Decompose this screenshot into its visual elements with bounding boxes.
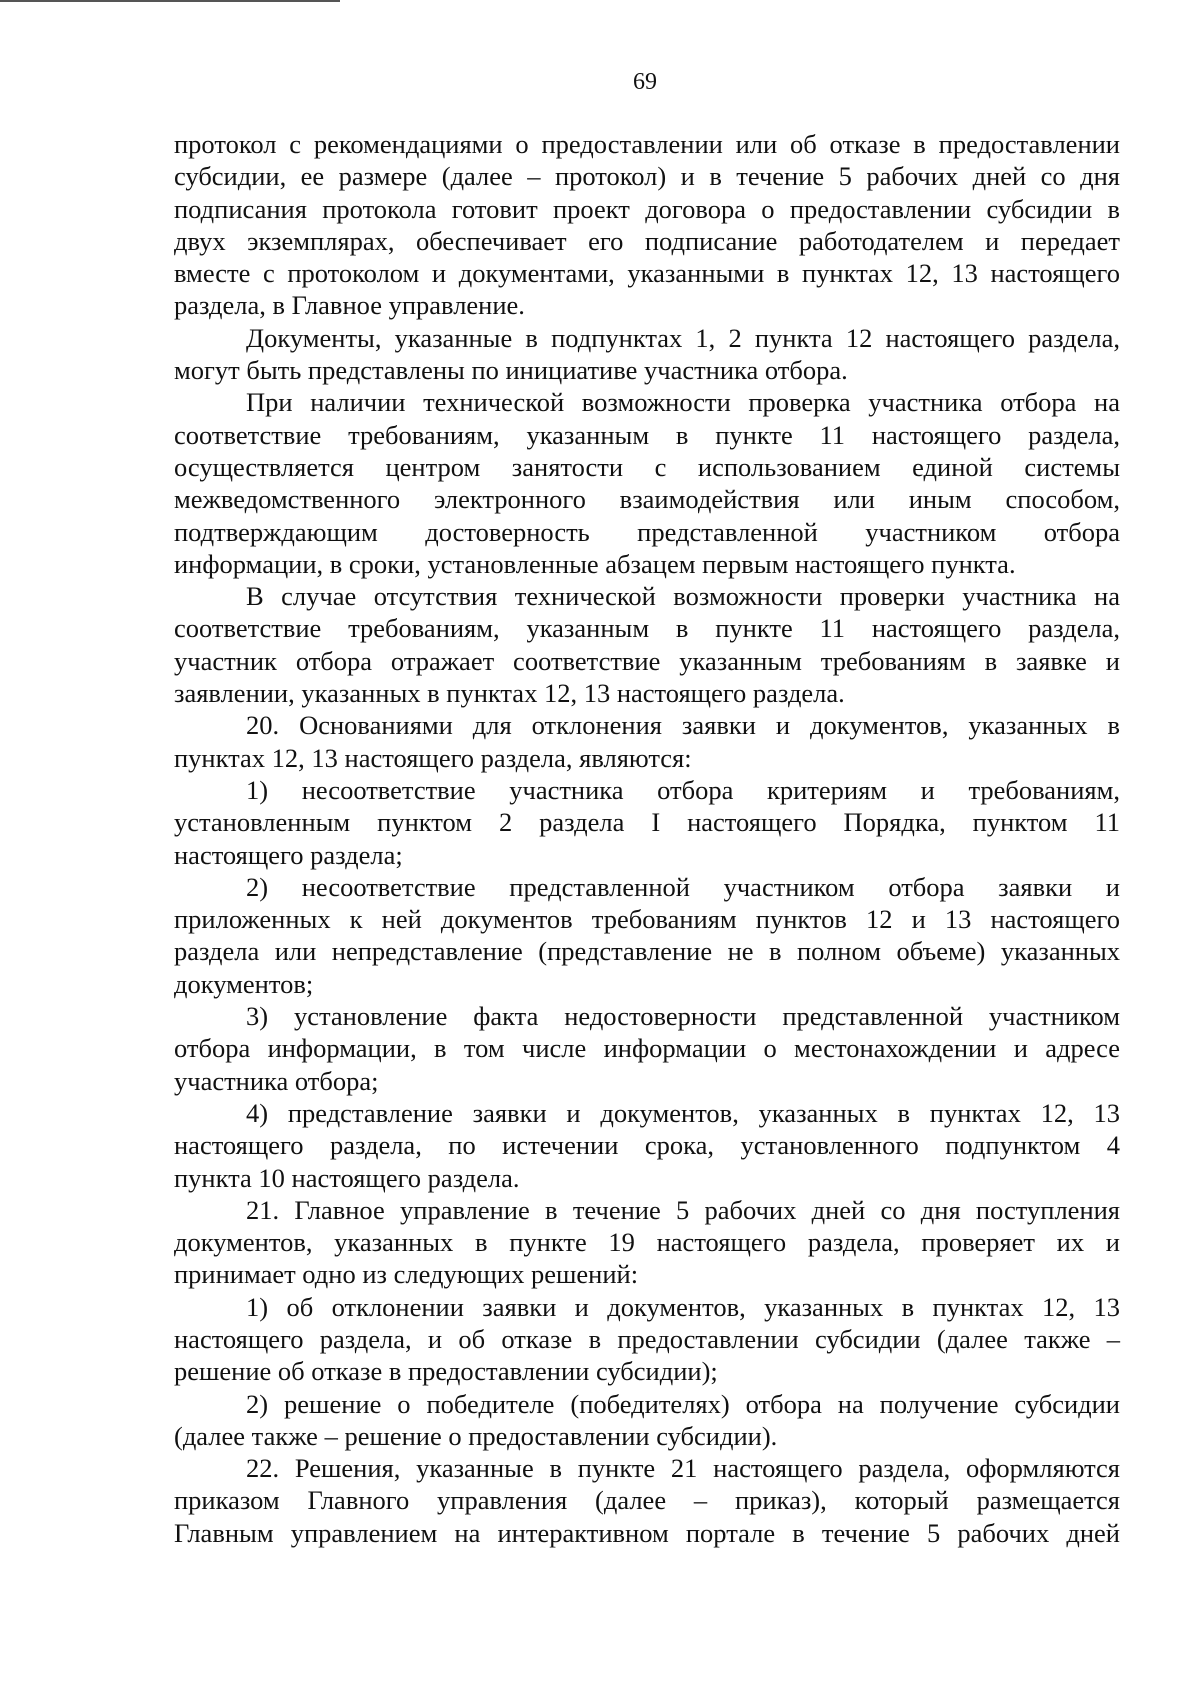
- text-line: участника отбора;: [174, 1065, 379, 1096]
- text-line: настоящего раздела, и об отказе в предоставлении субсидии (далее также –: [174, 1323, 1120, 1354]
- text-line: 1) несоответствие участника отбора критериям и требованиям,: [246, 774, 1120, 805]
- paragraph: [174, 322, 1120, 387]
- paragraph: [174, 580, 1120, 709]
- paragraph: [174, 871, 1120, 1000]
- text-line: 4) представление заявки и документов, указанных в пунктах 12, 13: [246, 1097, 1120, 1128]
- text-line: приказом Главного управления (далее – приказ), который размещается: [174, 1485, 1120, 1516]
- text-line: документов;: [174, 968, 314, 999]
- text-line: участник отбора отражает соответствие указанным требованиям в заявке и: [174, 645, 1120, 676]
- text-line: установленным пунктом 2 раздела I настоящего Порядка, пунктом 11: [174, 807, 1120, 838]
- paragraph: [174, 1291, 1120, 1388]
- text-line: Документы, указанные в подпунктах 1, 2 пункта 12 настоящего раздела,: [246, 322, 1120, 353]
- text-line: заявлении, указанных в пунктах 12, 13 настоящего раздела.: [174, 678, 845, 709]
- text-line: субсидии, ее размере (далее – протокол) и в течение 5 рабочих дней со дня: [174, 161, 1120, 192]
- text-line: (далее также – решение о предоставлении субсидии).: [174, 1420, 778, 1451]
- text-line: В случае отсутствия технической возможности проверки участника на: [246, 581, 1120, 612]
- text-line: подтверждающим достоверность представленной участником отбора: [174, 516, 1120, 547]
- text-line: вместе с протоколом и документами, указанными в пунктах 12, 13 настоящего: [174, 258, 1120, 289]
- text-line: принимает одно из следующих решений:: [174, 1259, 639, 1290]
- text-line: 1) об отклонении заявки и документов, указанных в пунктах 12, 13: [246, 1291, 1120, 1322]
- text-line: настоящего раздела, по истечении срока, установленного подпунктом 4: [174, 1130, 1120, 1161]
- paragraph: [174, 1097, 1120, 1194]
- text-line: 2) решение о победителе (победителях) отбора на получение субсидии: [246, 1388, 1120, 1419]
- text-line: раздела или непредставление (представление не в полном объеме) указанных: [174, 936, 1120, 967]
- text-line: раздела, в Главное управление.: [174, 290, 525, 321]
- paragraph: [174, 386, 1120, 580]
- document-body: [174, 128, 1120, 1549]
- text-line: межведомственного электронного взаимодействия или иным способом,: [174, 484, 1120, 515]
- text-line: 3) установление факта недостоверности представленной участником: [246, 1001, 1120, 1032]
- text-line: подписания протокола готовит проект договора о предоставлении субсидии в: [174, 193, 1120, 224]
- text-line: пункта 10 настоящего раздела.: [174, 1162, 520, 1193]
- text-line: отбора информации, в том числе информации о местонахождении и адресе: [174, 1033, 1120, 1064]
- text-line: информации, в сроки, установленные абзацем первым настоящего пункта.: [174, 548, 1016, 579]
- page-number: 69: [633, 69, 657, 95]
- text-line: соответствие требованиям, указанным в пункте 11 настоящего раздела,: [174, 419, 1120, 450]
- paragraph: [174, 774, 1120, 871]
- text-line: настоящего раздела;: [174, 839, 403, 870]
- paragraph: [174, 1194, 1120, 1291]
- text-line: 22. Решения, указанные в пункте 21 настоящего раздела, оформляются: [246, 1453, 1120, 1484]
- paragraph: [174, 1452, 1120, 1549]
- paragraph: [174, 709, 1120, 774]
- text-line: 21. Главное управление в течение 5 рабочих дней со дня поступления: [246, 1194, 1120, 1225]
- text-line: Главным управлением на интерактивном портале в течение 5 рабочих дней: [174, 1517, 1120, 1548]
- paragraph: [174, 1388, 1120, 1453]
- text-line: пунктах 12, 13 настоящего раздела, являются:: [174, 742, 692, 773]
- text-line: 20. Основаниями для отклонения заявки и документов, указанных в: [246, 710, 1120, 741]
- text-line: могут быть представлены по инициативе участника отбора.: [174, 355, 848, 386]
- text-line: документов, указанных в пункте 19 настоящего раздела, проверяет их и: [174, 1227, 1120, 1258]
- text-line: двух экземплярах, обеспечивает его подписание работодателем и передает: [174, 225, 1120, 256]
- text-line: соответствие требованиям, указанным в пункте 11 настоящего раздела,: [174, 613, 1120, 644]
- text-line: решение об отказе в предоставлении субсидии);: [174, 1356, 718, 1387]
- text-line: 2) несоответствие представленной участником отбора заявки и: [246, 871, 1120, 902]
- paragraph: [174, 1000, 1120, 1097]
- top-edge-rule: [0, 0, 340, 2]
- text-line: При наличии технической возможности проверка участника отбора на: [246, 387, 1120, 418]
- text-line: приложенных к ней документов требованиям пунктов 12 и 13 настоящего: [174, 904, 1120, 935]
- text-line: протокол с рекомендациями о предоставлении или об отказе в предоставлении: [174, 129, 1120, 159]
- paragraph: [174, 128, 1120, 322]
- text-line: осуществляется центром занятости с использованием единой системы: [174, 451, 1120, 482]
